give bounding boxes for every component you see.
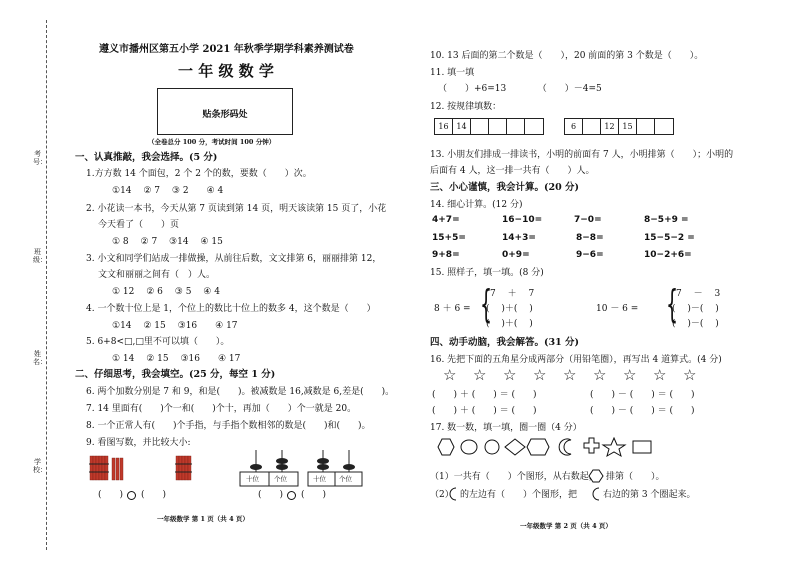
- seq1-cell[interactable]: [471, 119, 489, 134]
- q2-text: 2. 小花读一本书，今天从第 7 页读到第 14 页，明天该读第 15 页了，小花: [86, 204, 387, 214]
- calc-r1c4: 8−5+9 =: [644, 215, 689, 225]
- star-icon[interactable]: ☆: [653, 366, 667, 384]
- q17-a1-part2: 排第（ ）。: [606, 472, 665, 482]
- q15-left-row3: ( )＋( ): [486, 319, 533, 329]
- q12-sequence-2: [564, 118, 674, 135]
- q17-text: 17. 数一数，填一填，圈一圈（4 分）: [430, 423, 582, 433]
- q17-a1-part1: （1）一共有（ ）个图形，从右数起，: [430, 472, 598, 482]
- calc-r3c2: 0+9=: [502, 250, 530, 260]
- q13-text-cont: 后面有 4 人，这一排一共有（ ）人。: [430, 166, 595, 176]
- q10-text: 10. 13 后面的第二个数是（ ），20 前面的第 3 个数是（ ）。: [430, 51, 704, 61]
- q16-eq-4: ( ) － ( ) ＝ ( ): [590, 406, 695, 416]
- abacus-2-tens-label: 十位: [313, 475, 326, 483]
- seq1-cell[interactable]: 16: [435, 119, 453, 134]
- q12-sequence-1: [434, 118, 544, 135]
- q11-equations: （ ）+6=13 （ ）－4=5: [438, 84, 602, 94]
- q15-right-row1: 7 － 3: [676, 289, 721, 299]
- q14-title: 14. 细心计算。(12 分): [430, 200, 523, 210]
- barcode-box: [157, 88, 293, 135]
- score-note: （全卷总分 100 分，考试时间 100 分钟）: [148, 138, 276, 146]
- calc-r1c2: 16−10=: [502, 215, 543, 225]
- abacus-1-ones-label: 个位: [274, 475, 287, 483]
- q1-options: ①14 ② 7 ③ 2 ④ 4: [112, 186, 224, 196]
- class-label: 班级：: [33, 248, 47, 264]
- q8-text: 8. 一个正常人有( )个手指，与手指个数相邻的数是( )和( )。: [86, 421, 371, 431]
- q17-shapes-row: [434, 437, 734, 459]
- q15-right-eq: 10 － 6 =: [596, 304, 639, 314]
- seq2-cell[interactable]: [655, 119, 673, 134]
- q3-options: ① 12 ② 6 ③ 5 ④ 4: [112, 287, 220, 297]
- school-label: 学校：: [33, 458, 47, 474]
- star-icon[interactable]: ☆: [503, 366, 517, 384]
- seq1-cell[interactable]: [525, 119, 543, 134]
- q17-a2-part2: 的左边有（ ）个图形，把: [460, 490, 578, 500]
- q17-a2-part1: （2）: [430, 490, 454, 500]
- subject-title: 一 年 级 数 学: [178, 62, 274, 80]
- stick-bundles-picture: [88, 454, 208, 484]
- star-icon[interactable]: ☆: [593, 366, 607, 384]
- star-icon[interactable]: ☆: [563, 366, 577, 384]
- calc-r3c3: 9−6=: [576, 250, 604, 260]
- q6-text: 6. 两个加数分别是 7 和 9，和是( )。被减数是 16,减数是 6,差是( )。: [86, 387, 395, 397]
- q4-text: 4. 一个数十位上是 1，个位上的数比十位上的数多 4，这个数是（ ）: [86, 304, 376, 314]
- q15-right-row2: ( )－( ): [672, 304, 719, 314]
- q16-eq-3: ( ) ＋ ( ) ＝ ( ): [432, 406, 537, 416]
- exam-title: 遵义市播州区第五小学 2021 年秋季学期学科素养测试卷: [99, 44, 354, 55]
- q13-text: 13. 小朋友们排成一排读书，小明的前面有 7 人，小明排第（ ）；小明的: [430, 150, 734, 160]
- q15-left-row2: ( )＋( ): [486, 304, 533, 314]
- abacus-2-ones-label: 个位: [339, 475, 352, 483]
- q11-title: 11. 填一填: [430, 68, 475, 78]
- calc-r1c1: 4+7=: [432, 215, 460, 225]
- barcode-label: 贴条形码处: [202, 110, 248, 120]
- q9-answer-blanks-2: ( ) ( ): [258, 490, 327, 500]
- section-4-heading: 四、动手动脑，我会解答。(31 分): [430, 337, 580, 348]
- left-brace-icon: {: [480, 282, 493, 326]
- calc-r3c1: 9+8=: [432, 250, 460, 260]
- seq1-cell[interactable]: [489, 119, 507, 134]
- calc-r2c1: 15+5=: [432, 233, 466, 243]
- crescent-moon-icon-2: [590, 487, 602, 501]
- calc-r2c2: 14+3=: [502, 233, 536, 243]
- seq1-cell[interactable]: 14: [453, 119, 471, 134]
- q15-left-eq: 8 ＋ 6 =: [434, 304, 471, 314]
- q15-right-row3: ( )－( ): [672, 319, 719, 329]
- hexagon-icon: [588, 469, 604, 483]
- exam-number-label: 考号：: [33, 150, 47, 166]
- q9-answer-blanks: ( ) ( ): [98, 490, 167, 500]
- section-3-heading: 三、小心谨慎，我会计算。(20 分): [430, 182, 580, 193]
- q12-title: 12. 按规律填数：: [430, 102, 502, 112]
- q17-a2-part3: 右边的第 3 个圈起来。: [603, 490, 696, 500]
- q16-text: 16. 先把下面的五角星分成两部分（用铅笔圈），再写出 4 道算式。(4 分): [430, 355, 722, 365]
- seq2-cell[interactable]: [637, 119, 655, 134]
- q15-left-row1: 7 ＋ 7: [490, 289, 535, 299]
- star-icon[interactable]: ☆: [443, 366, 457, 384]
- right-brace-icon: {: [666, 282, 679, 326]
- q15-title: 15. 照样子，填一填。(8 分): [430, 268, 544, 278]
- footer-right: 一年级数学 第 2 页（共 4 页）: [520, 522, 612, 530]
- q2-text-cont: 今天看了（ ）页: [98, 220, 180, 230]
- q5-text: 5. 6+8<□,□里不可以填（ ）。: [86, 337, 230, 347]
- q3-text-cont: 文文和丽丽之间有（ ）人。: [98, 270, 216, 280]
- seq2-cell[interactable]: [583, 119, 601, 134]
- star-icon[interactable]: ☆: [473, 366, 487, 384]
- section-1-heading: 一、认真推敲，我会选择。(5 分): [75, 152, 218, 163]
- q3-text: 3. 小文和同学们站成一排做操，从前往后数，文文排第 6，丽丽排第 12，: [86, 254, 382, 264]
- q5-options: ① 14 ② 15 ③16 ④ 17: [112, 354, 241, 364]
- calc-r2c4: 15−5−2 =: [644, 233, 695, 243]
- star-icon[interactable]: ☆: [533, 366, 547, 384]
- q16-eq-1: ( ) ＋ ( ) ＝ ( ): [432, 390, 537, 400]
- q16-eq-2: ( ) － ( ) ＝ ( ): [590, 390, 695, 400]
- seq2-cell[interactable]: 6: [565, 119, 583, 134]
- calc-r3c4: 10−2+6=: [644, 250, 692, 260]
- calc-r2c3: 8−8=: [576, 233, 604, 243]
- q9-text: 9. 看图写数，并比较大小:: [86, 438, 191, 448]
- seq2-cell[interactable]: 15: [619, 119, 637, 134]
- compare-circle-2-icon: [287, 491, 296, 500]
- calc-r1c3: 7−0=: [574, 215, 602, 225]
- name-label: 姓名：: [33, 350, 47, 366]
- q4-options: ①14 ② 15 ③16 ④ 17: [112, 321, 238, 331]
- q1-text: 1.方方数 14 个面包，2 个 2 个的数，要数（ ）次。: [86, 169, 312, 179]
- q7-text: 7. 14 里面有( )个一和( )个十，再加（ ）个一就是 20。: [86, 404, 357, 414]
- q2-options: ① 8 ② 7 ③14 ④ 15: [112, 237, 223, 247]
- footer-left: 一年级数学 第 1 页（共 4 页）: [157, 515, 249, 523]
- star-icon[interactable]: ☆: [623, 366, 637, 384]
- compare-circle-1-icon: [127, 491, 136, 500]
- crescent-moon-icon: [447, 487, 459, 501]
- abacus-1-tens-label: 十位: [246, 475, 259, 483]
- section-2-heading: 二、仔细思考，我会填空。(25 分，每空 1 分): [75, 369, 276, 380]
- star-icon[interactable]: ☆: [683, 366, 697, 384]
- seq1-cell[interactable]: [507, 119, 525, 134]
- seq2-cell[interactable]: 12: [601, 119, 619, 134]
